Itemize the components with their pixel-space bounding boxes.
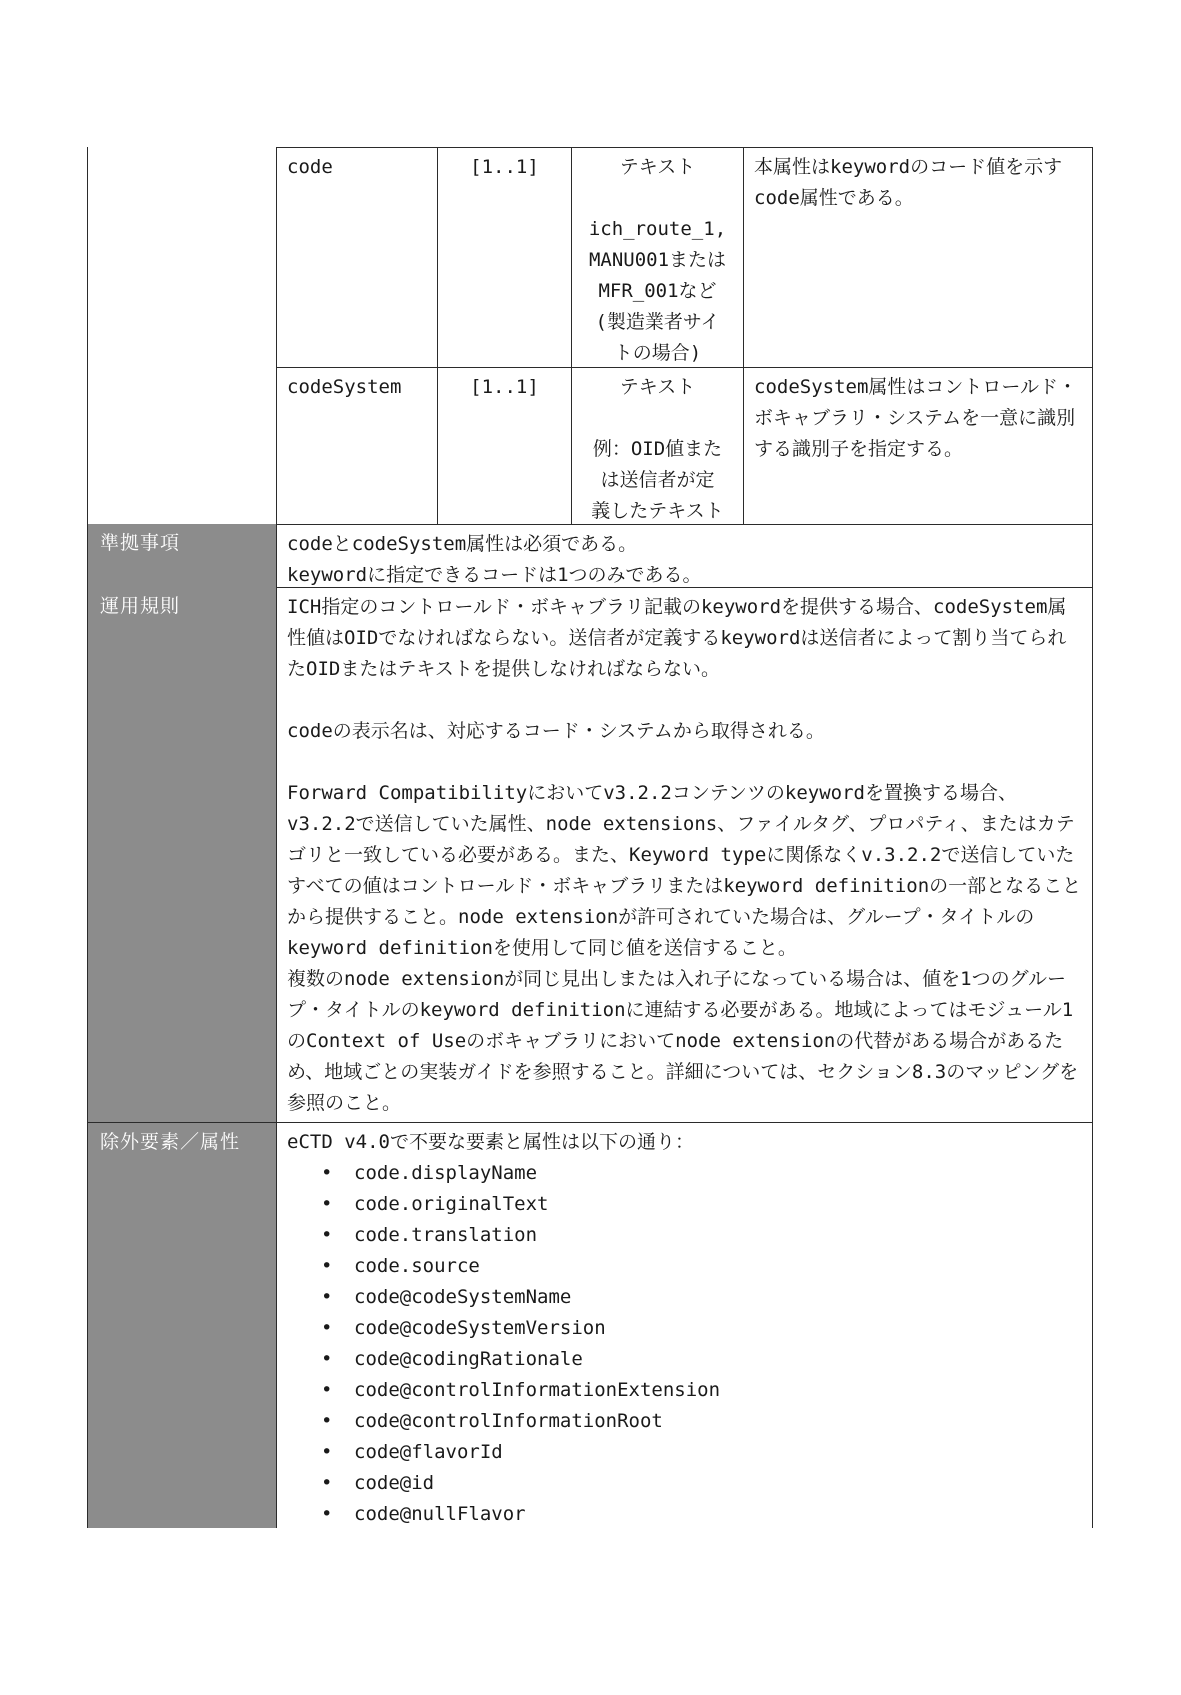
list-item: • code@codeSystemName	[287, 1282, 1082, 1313]
list-item: • code@controlInformationExtension	[287, 1375, 1082, 1406]
attr-row-codesystem-cardinality	[437, 367, 572, 525]
attr-row-codesystem-description	[743, 367, 1093, 525]
list-item: • code@codingRationale	[287, 1344, 1082, 1375]
rules-paragraph: Forward Compatibilityにおいてv3.2.2コンテンツのkeywordを置換する場合、v3.2.2で送信していた属性、node extensions、ファイルタグ、プロパティ、またはカテゴリと一致している必要がある。また、Keyword typeに関係なくv.3.2.2で送信していたすべての値はコントロールド・ボキャブラリまたはkeyword definitionの一部となることから提供すること。node extensionが許可されていた場合は、グループ・タイトルのkeyword definitionを使用して同じ値を送信すること。	[287, 782, 1082, 959]
attr-name: code	[287, 156, 333, 178]
attr-type: テキスト	[619, 156, 696, 178]
compliance-line: keywordに指定できるコードは1つのみである。	[287, 564, 702, 586]
attr-type: テキスト	[619, 376, 696, 398]
attr-row-codesystem-name	[276, 367, 438, 525]
list-item: • code.source	[287, 1251, 1082, 1282]
attr-cardinality: [1..1]	[470, 156, 539, 178]
excluded-content	[276, 1122, 1093, 1528]
attr-description: 本属性はkeywordのコード値を示すcode属性である。	[754, 156, 1063, 209]
list-item: • code@codeSystemVersion	[287, 1313, 1082, 1344]
rules-paragraph: ICH指定のコントロールド・ボキャブラリ記載のkeywordを提供する場合、codeSystem属性値はOIDでなければならない。送信者が定義するkeywordは送信者によって割り当てられたOIDまたはテキストを提供しなければならない。	[287, 596, 1067, 680]
excluded-label: 除外要素／属性	[87, 1123, 277, 1528]
list-item: • code@nullFlavor	[287, 1499, 1082, 1530]
spec-table	[87, 147, 1093, 1528]
attr-row-codesystem-type	[571, 367, 744, 525]
attr-rows-left-blank	[87, 147, 277, 524]
list-item: • code@flavorId	[287, 1437, 1082, 1468]
list-item: • code.translation	[287, 1220, 1082, 1251]
compliance-content	[276, 524, 1093, 588]
list-item: • code@id	[287, 1468, 1082, 1499]
list-item: • code.originalText	[287, 1189, 1082, 1220]
rules-paragraph: codeの表示名は、対応するコード・システムから取得される。	[287, 720, 825, 742]
compliance-label: 準拠事項	[87, 524, 277, 588]
excluded-intro: eCTD v4.0で不要な要素と属性は以下の通り：	[287, 1131, 694, 1153]
rules-content	[276, 587, 1093, 1123]
compliance-line: codeとcodeSystem属性は必須である。	[287, 533, 638, 555]
list-item: • code.displayName	[287, 1158, 1082, 1189]
excluded-list	[287, 1158, 1082, 1530]
attr-row-code-type	[571, 147, 744, 368]
attr-row-code-cardinality	[437, 147, 572, 368]
attr-row-code-description	[743, 147, 1093, 368]
attr-example: ich_route_1, MANU001または MFR_001など (製造業者サイ トの場合)	[588, 218, 727, 364]
rules-label: 運用規則	[87, 587, 277, 1123]
attr-description: codeSystem属性はコントロールド・ボキャブラリ・システムを一意に識別する識別子を指定する。	[754, 376, 1078, 460]
attr-cardinality: [1..1]	[470, 376, 539, 398]
attr-example: 例：OID値また は送信者が定 義したテキスト	[591, 438, 724, 522]
attr-row-code-name	[276, 147, 438, 368]
rules-paragraph: 複数のnode extensionが同じ見出しまたは入れ子になっている場合は、値を1つのグループ・タイトルのkeyword definitionに連結する必要がある。地域によってはモジュール1のContext of Useのボキャブラリにおいてnode extensionの代替がある場合があるため、地域ごとの実装ガイドを参照すること。詳細については、セクション8.3のマッピングを参照のこと。	[287, 968, 1079, 1114]
list-item: • code@controlInformationRoot	[287, 1406, 1082, 1437]
attr-name: codeSystem	[287, 376, 402, 398]
